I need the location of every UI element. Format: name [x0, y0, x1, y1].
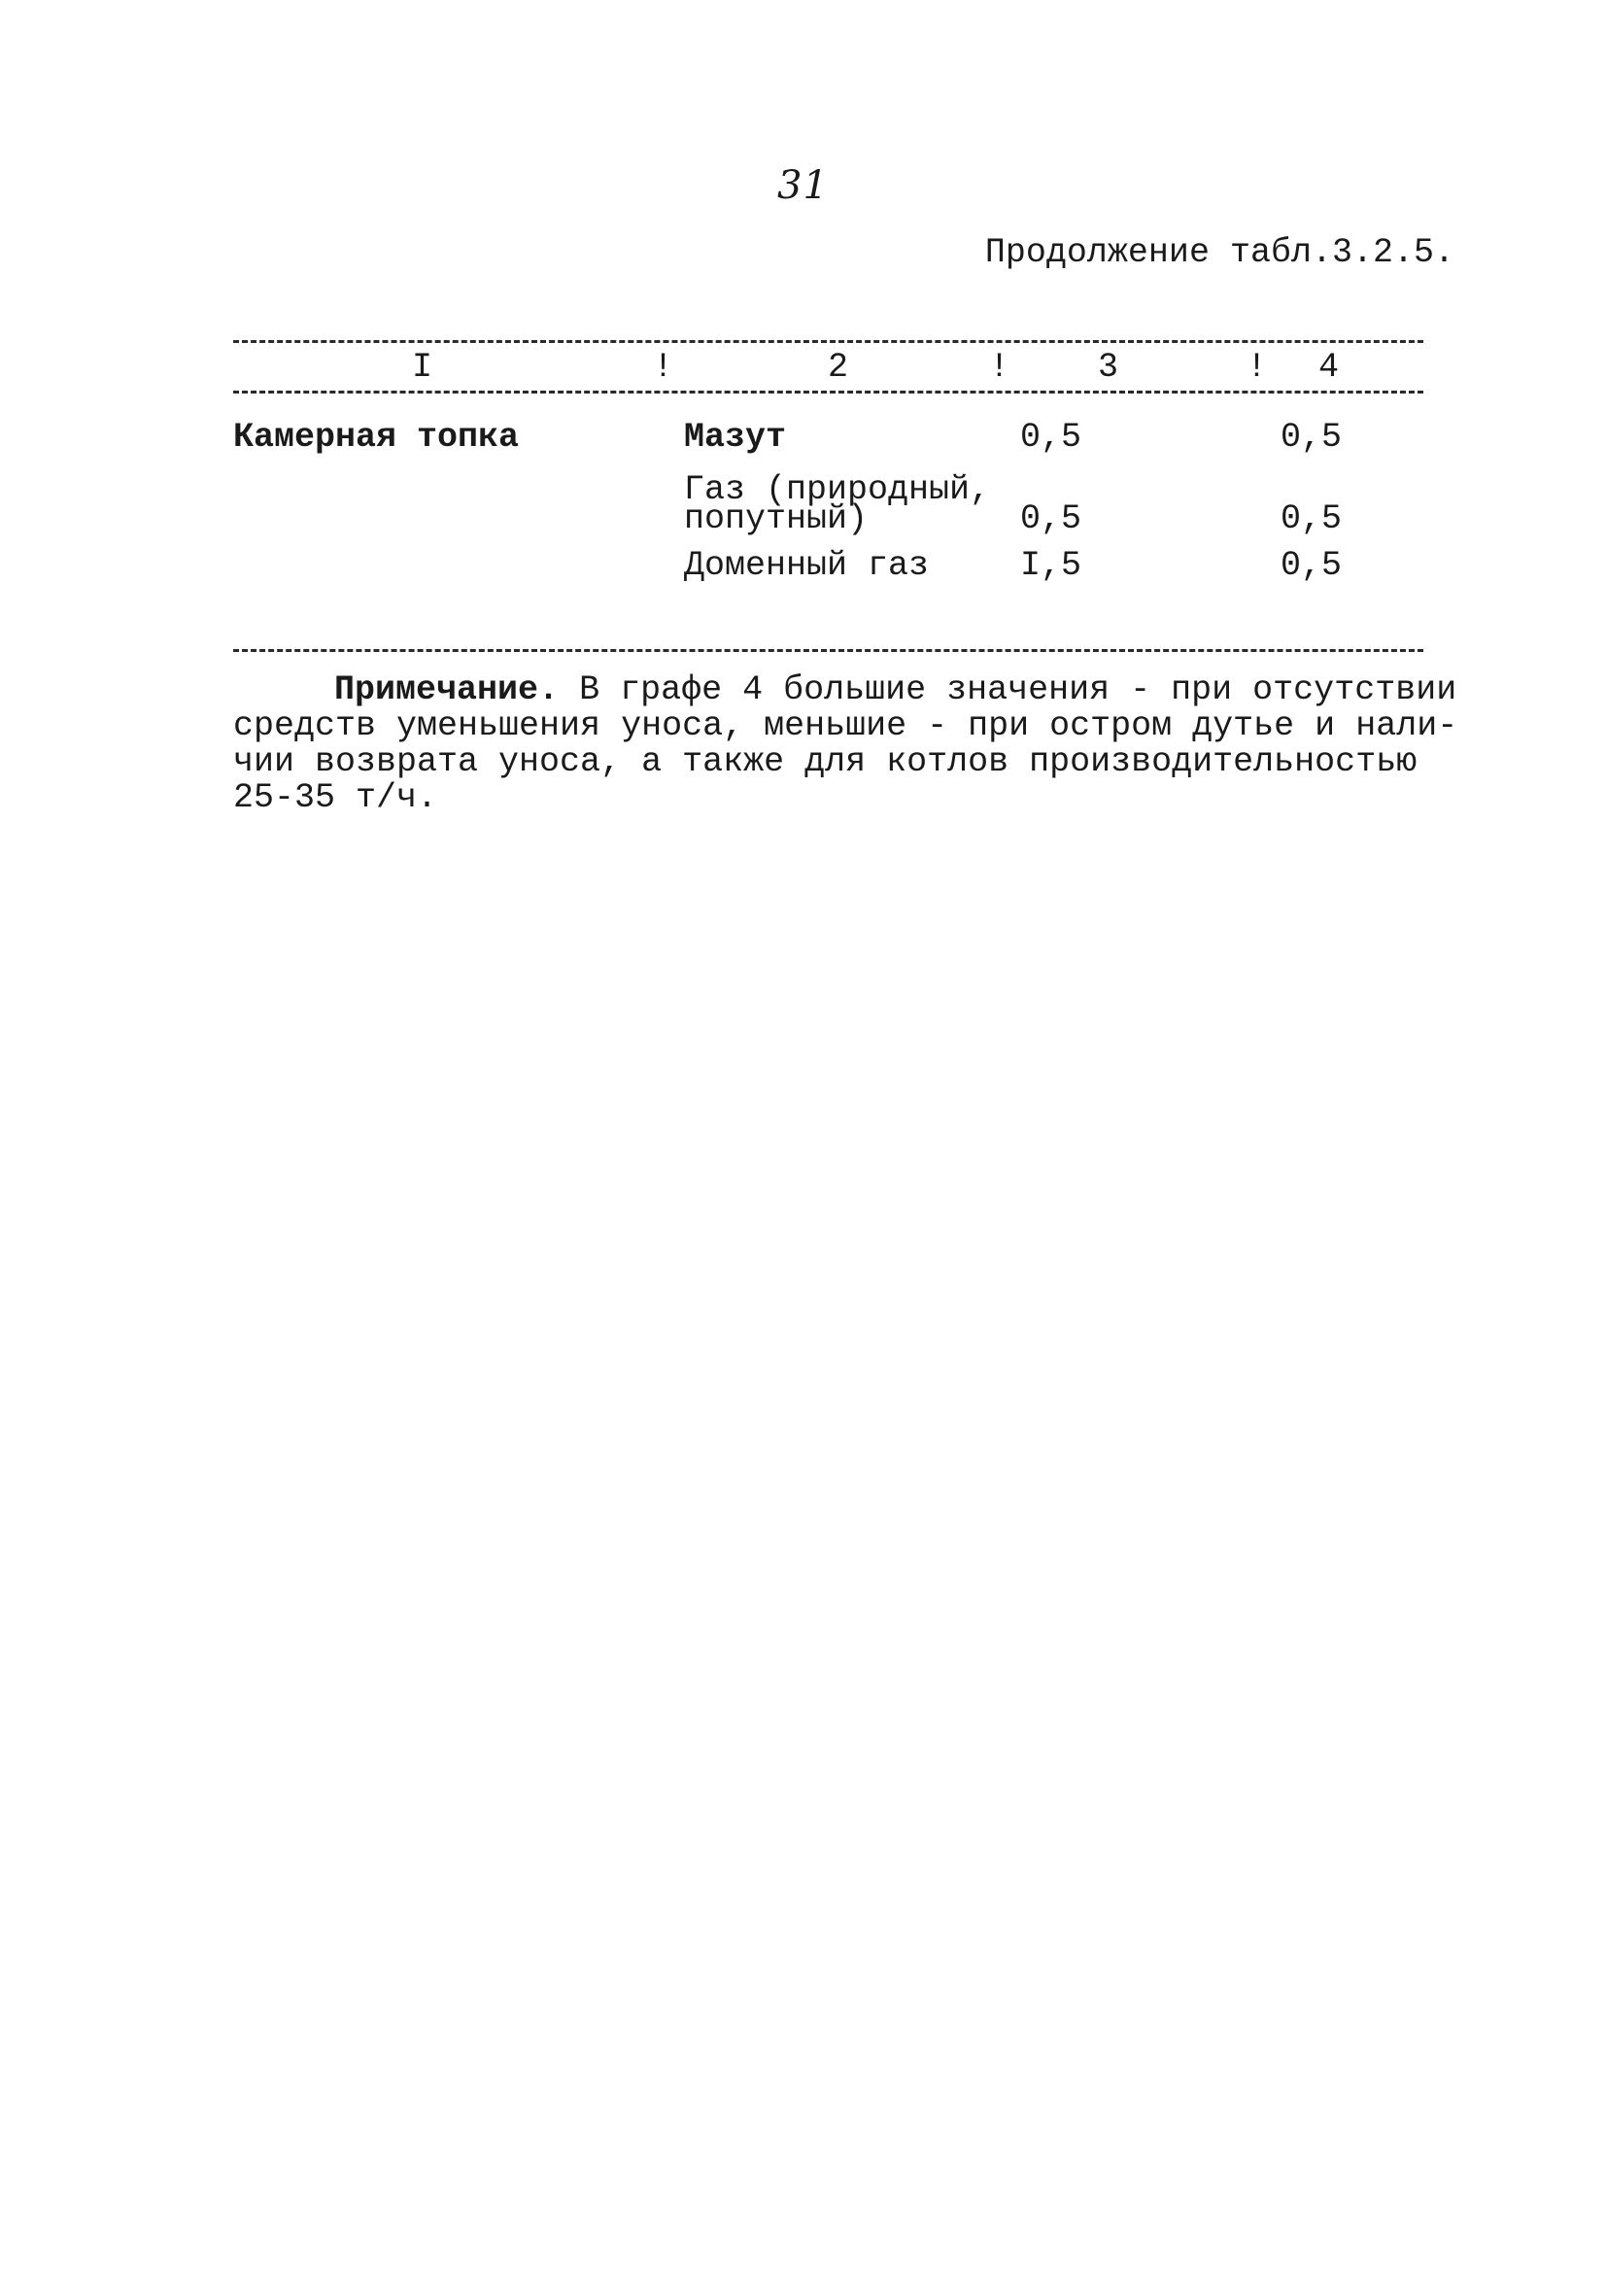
- column-header-3: 3: [1098, 348, 1119, 387]
- cell-col4: 0,5: [1281, 418, 1343, 457]
- cell-col3: 0,5: [1020, 499, 1082, 538]
- column-header-4: 4: [1318, 348, 1340, 387]
- table-rule-top: [233, 340, 1423, 343]
- cell-fuel-line1: Газ (природный,: [684, 470, 991, 509]
- cell-fuel-line2: попутный): [684, 499, 869, 538]
- cell-col3: 0,5: [1020, 418, 1082, 457]
- column-separator-2: !: [989, 348, 1010, 387]
- cell-col4: 0,5: [1281, 546, 1343, 585]
- column-separator-1: !: [653, 348, 674, 387]
- column-header-2: 2: [828, 348, 849, 387]
- column-separator-3: !: [1247, 348, 1268, 387]
- page-number: 31: [777, 163, 829, 208]
- note-line-3: чии возврата уноса, а также для котлов производительностью: [233, 742, 1418, 781]
- note-line-1-text: В графе 4 большие значения - при отсутствии: [579, 670, 1457, 709]
- table-rule-header: [233, 391, 1423, 394]
- cell-col4: 0,5: [1281, 499, 1343, 538]
- cell-fuel: Доменный газ: [684, 546, 930, 585]
- note-line-4: 25-35 т/ч.: [233, 778, 438, 817]
- cell-col3: I,5: [1020, 546, 1082, 585]
- column-header-1: I: [412, 348, 433, 387]
- note: [233, 670, 1458, 817]
- table-caption: Продолжение табл.3.2.5.: [984, 233, 1454, 272]
- note-heading: Примечание.: [334, 670, 560, 709]
- cell-fuel: Мазут: [684, 418, 787, 457]
- note-line-2: средств уменьшения уноса, меньшие - при остром дутье и нали-: [233, 706, 1458, 745]
- table-rule-bottom: [233, 649, 1423, 652]
- note-line-1: [233, 670, 1457, 709]
- cell-furnace-type: Камерная топка: [233, 418, 520, 457]
